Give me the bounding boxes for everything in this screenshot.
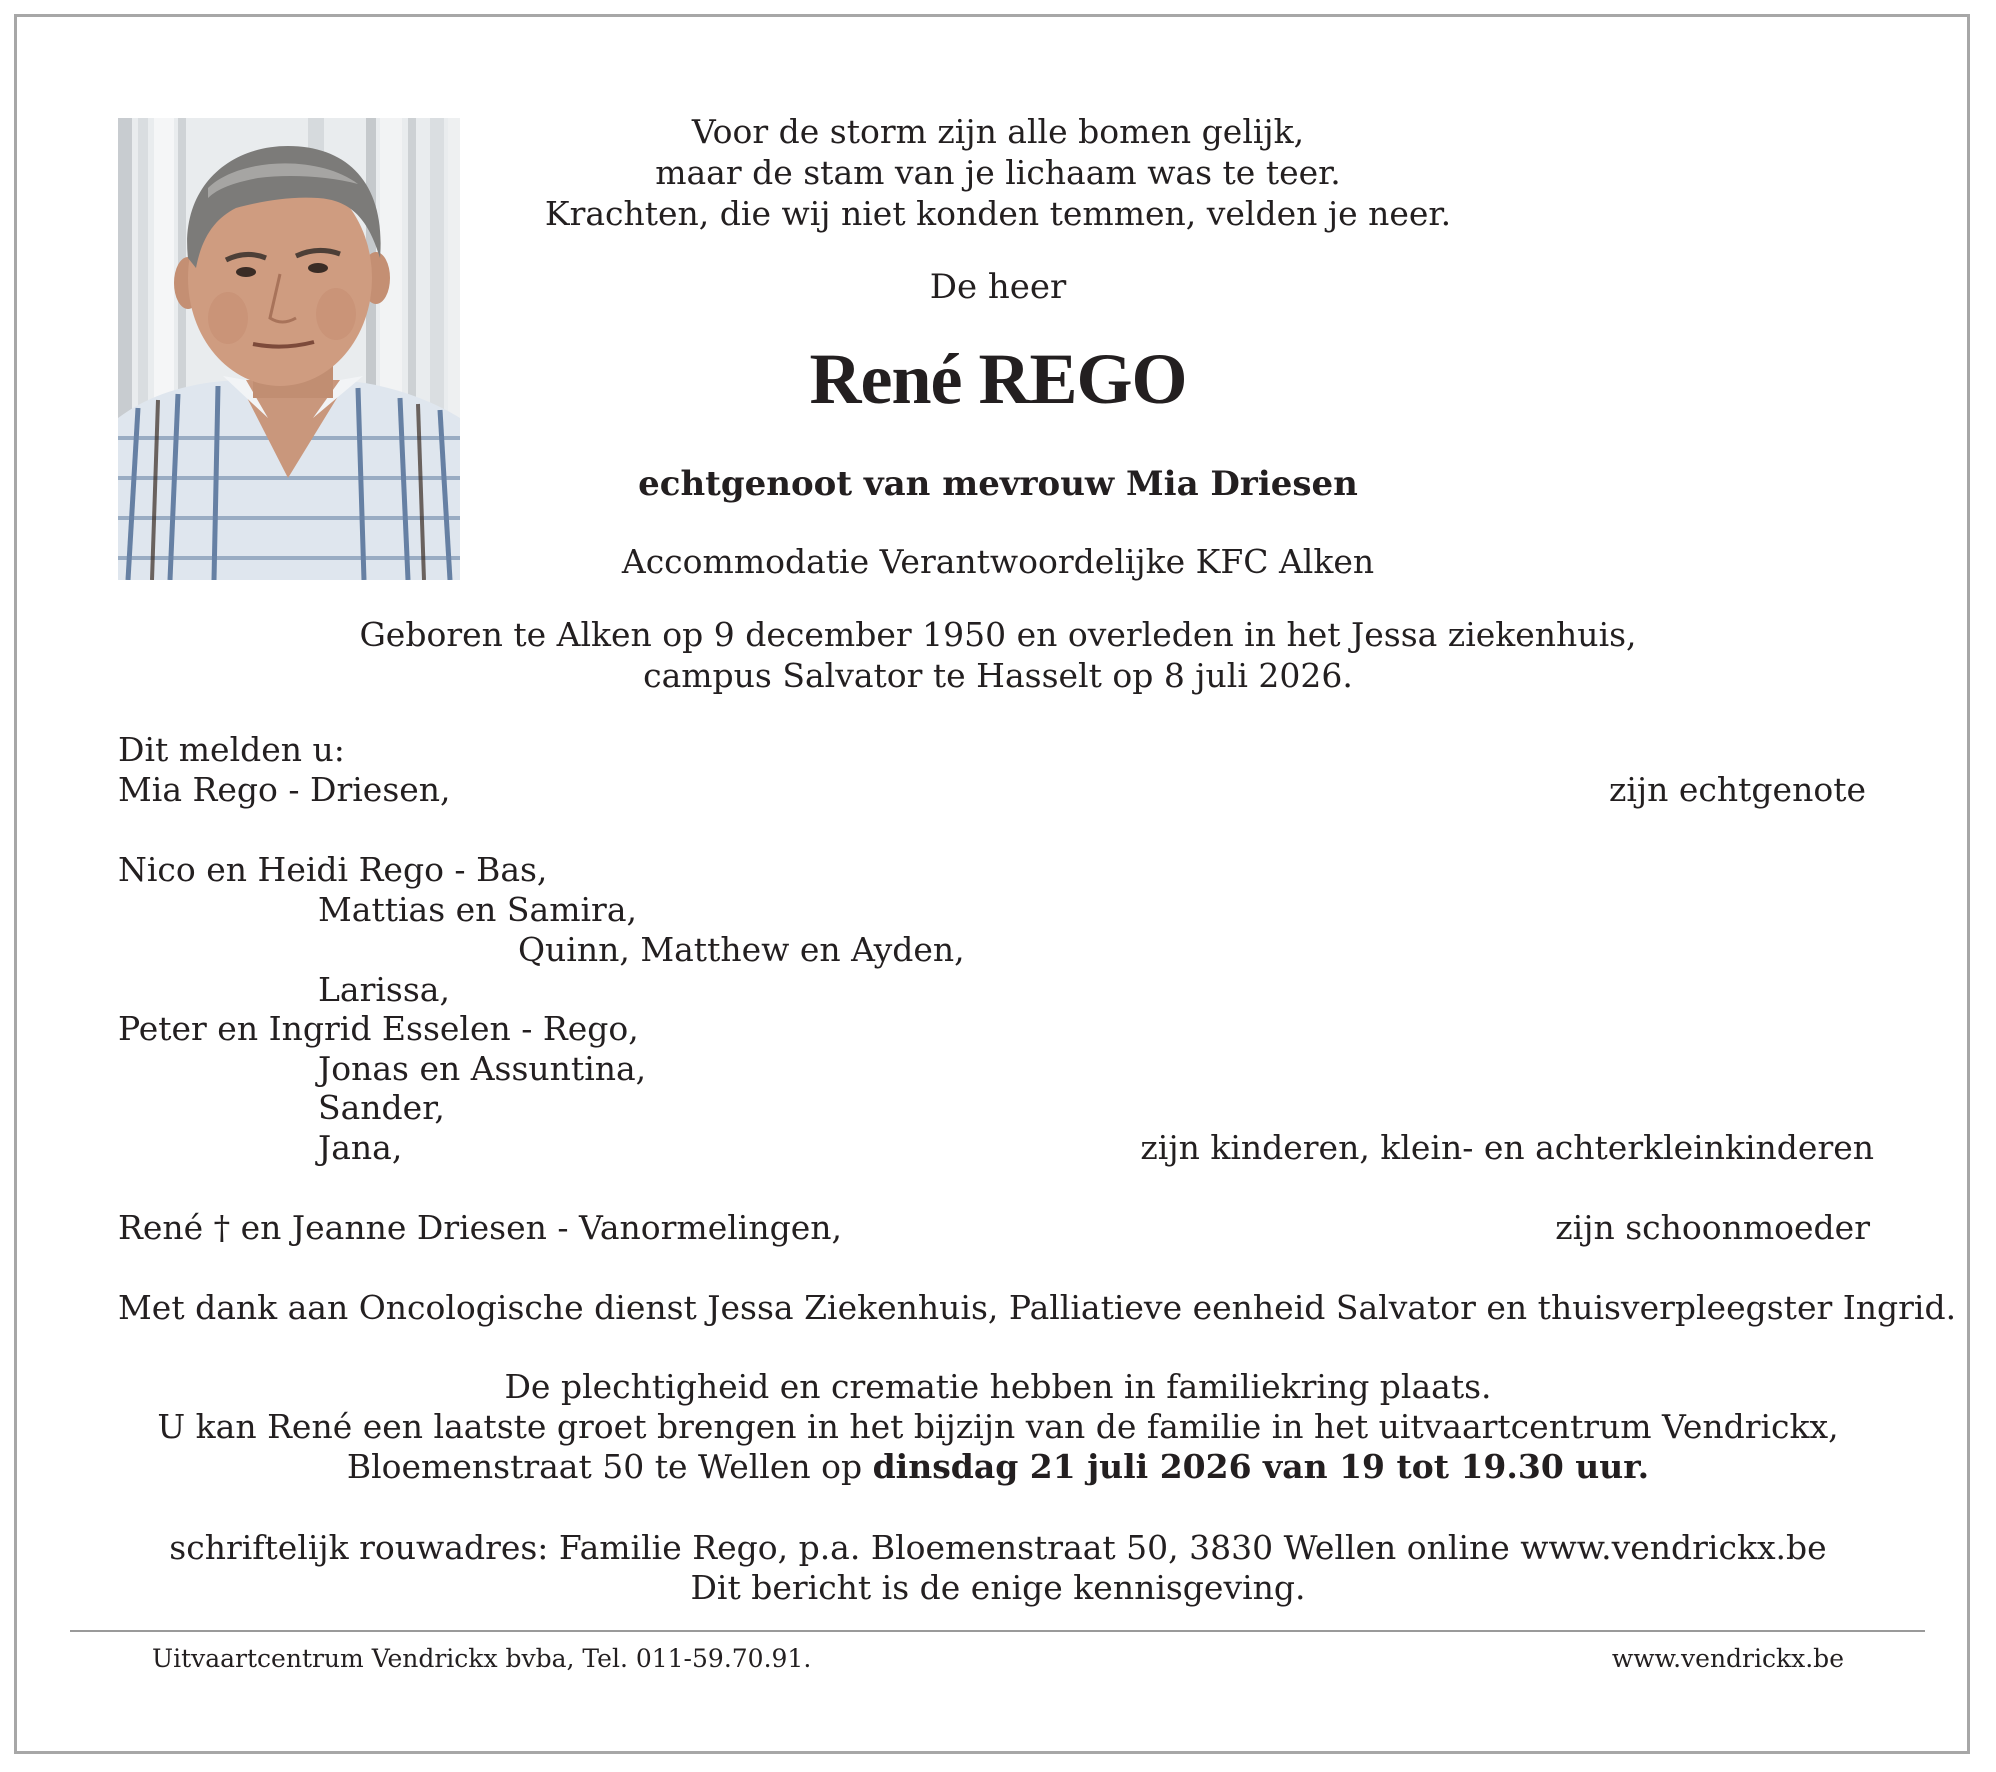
salutation: De heer: [929, 267, 1067, 307]
ceremony-line: U kan René een laatste groet brengen in het bijzijn van de familie in het uitvaartcentrum Vendrickx,: [157, 1407, 1839, 1446]
family-relation: zijn schoonmoeder: [1555, 1208, 1870, 1247]
poem-line: maar de stam van je lichaam was te teer.: [655, 153, 1341, 192]
ceremony-date: dinsdag 21 juli 2026 van 19 tot 19.30 uur.: [872, 1447, 1650, 1486]
poem-line: Voor de storm zijn alle bomen gelijk,: [691, 112, 1305, 151]
family-name: Jana,: [318, 1128, 403, 1167]
family-name: Jonas en Assuntina,: [318, 1049, 647, 1088]
family-relation: zijn kinderen, klein- en achterkleinkinderen: [1140, 1128, 1874, 1167]
family-name: Peter en Ingrid Esselen - Rego,: [118, 1009, 639, 1048]
announcers-intro: Dit melden u:: [118, 730, 345, 769]
ceremony-location: Bloemenstraat 50 te Wellen op: [346, 1447, 873, 1486]
ceremony-line: De plechtigheid en crematie hebben in familiekring plaats.: [504, 1367, 1492, 1406]
footer-company: Uitvaartcentrum Vendrickx bvba, Tel. 011-59.70.91.: [152, 1644, 812, 1673]
family-name: René † en Jeanne Driesen - Vanormelingen,: [118, 1208, 842, 1247]
birth-death-line: campus Salvator te Hasselt op 8 juli 2026.: [643, 656, 1353, 695]
address-line: schriftelijk rouwadres: Familie Rego, p.a. Bloemenstraat 50, 3830 Wellen online www.vendrickx.be: [169, 1528, 1827, 1567]
spouse-line: echtgenoot van mevrouw Mia Driesen: [638, 464, 1358, 504]
footer-website[interactable]: www.vendrickx.be: [1611, 1644, 1844, 1673]
ceremony-line: [0, 1447, 1996, 1487]
notice-line: Dit bericht is de enige kennisgeving.: [690, 1568, 1306, 1607]
birth-death-line: Geboren te Alken op 9 december 1950 en overleden in het Jessa ziekenhuis,: [359, 615, 1637, 654]
family-name: Sander,: [318, 1088, 445, 1127]
poem-line: Krachten, die wij niet konden temmen, velden je neer.: [544, 194, 1452, 233]
family-name: Larissa,: [318, 970, 450, 1009]
deceased-name: René REGO: [809, 339, 1187, 419]
family-relation: zijn echtgenote: [1608, 770, 1866, 809]
footer-divider: [70, 1630, 1925, 1632]
thanks-line: Met dank aan Oncologische dienst Jessa Ziekenhuis, Palliatieve eenheid Salvator en thuisverpleegster Ingrid.: [118, 1288, 1957, 1327]
role-line: Accommodatie Verantwoordelijke KFC Alken: [621, 542, 1375, 581]
family-name: Mattias en Samira,: [318, 890, 637, 929]
family-name: Mia Rego - Driesen,: [118, 770, 451, 809]
family-name: Nico en Heidi Rego - Bas,: [118, 850, 548, 889]
family-name: Quinn, Matthew en Ayden,: [518, 930, 965, 969]
